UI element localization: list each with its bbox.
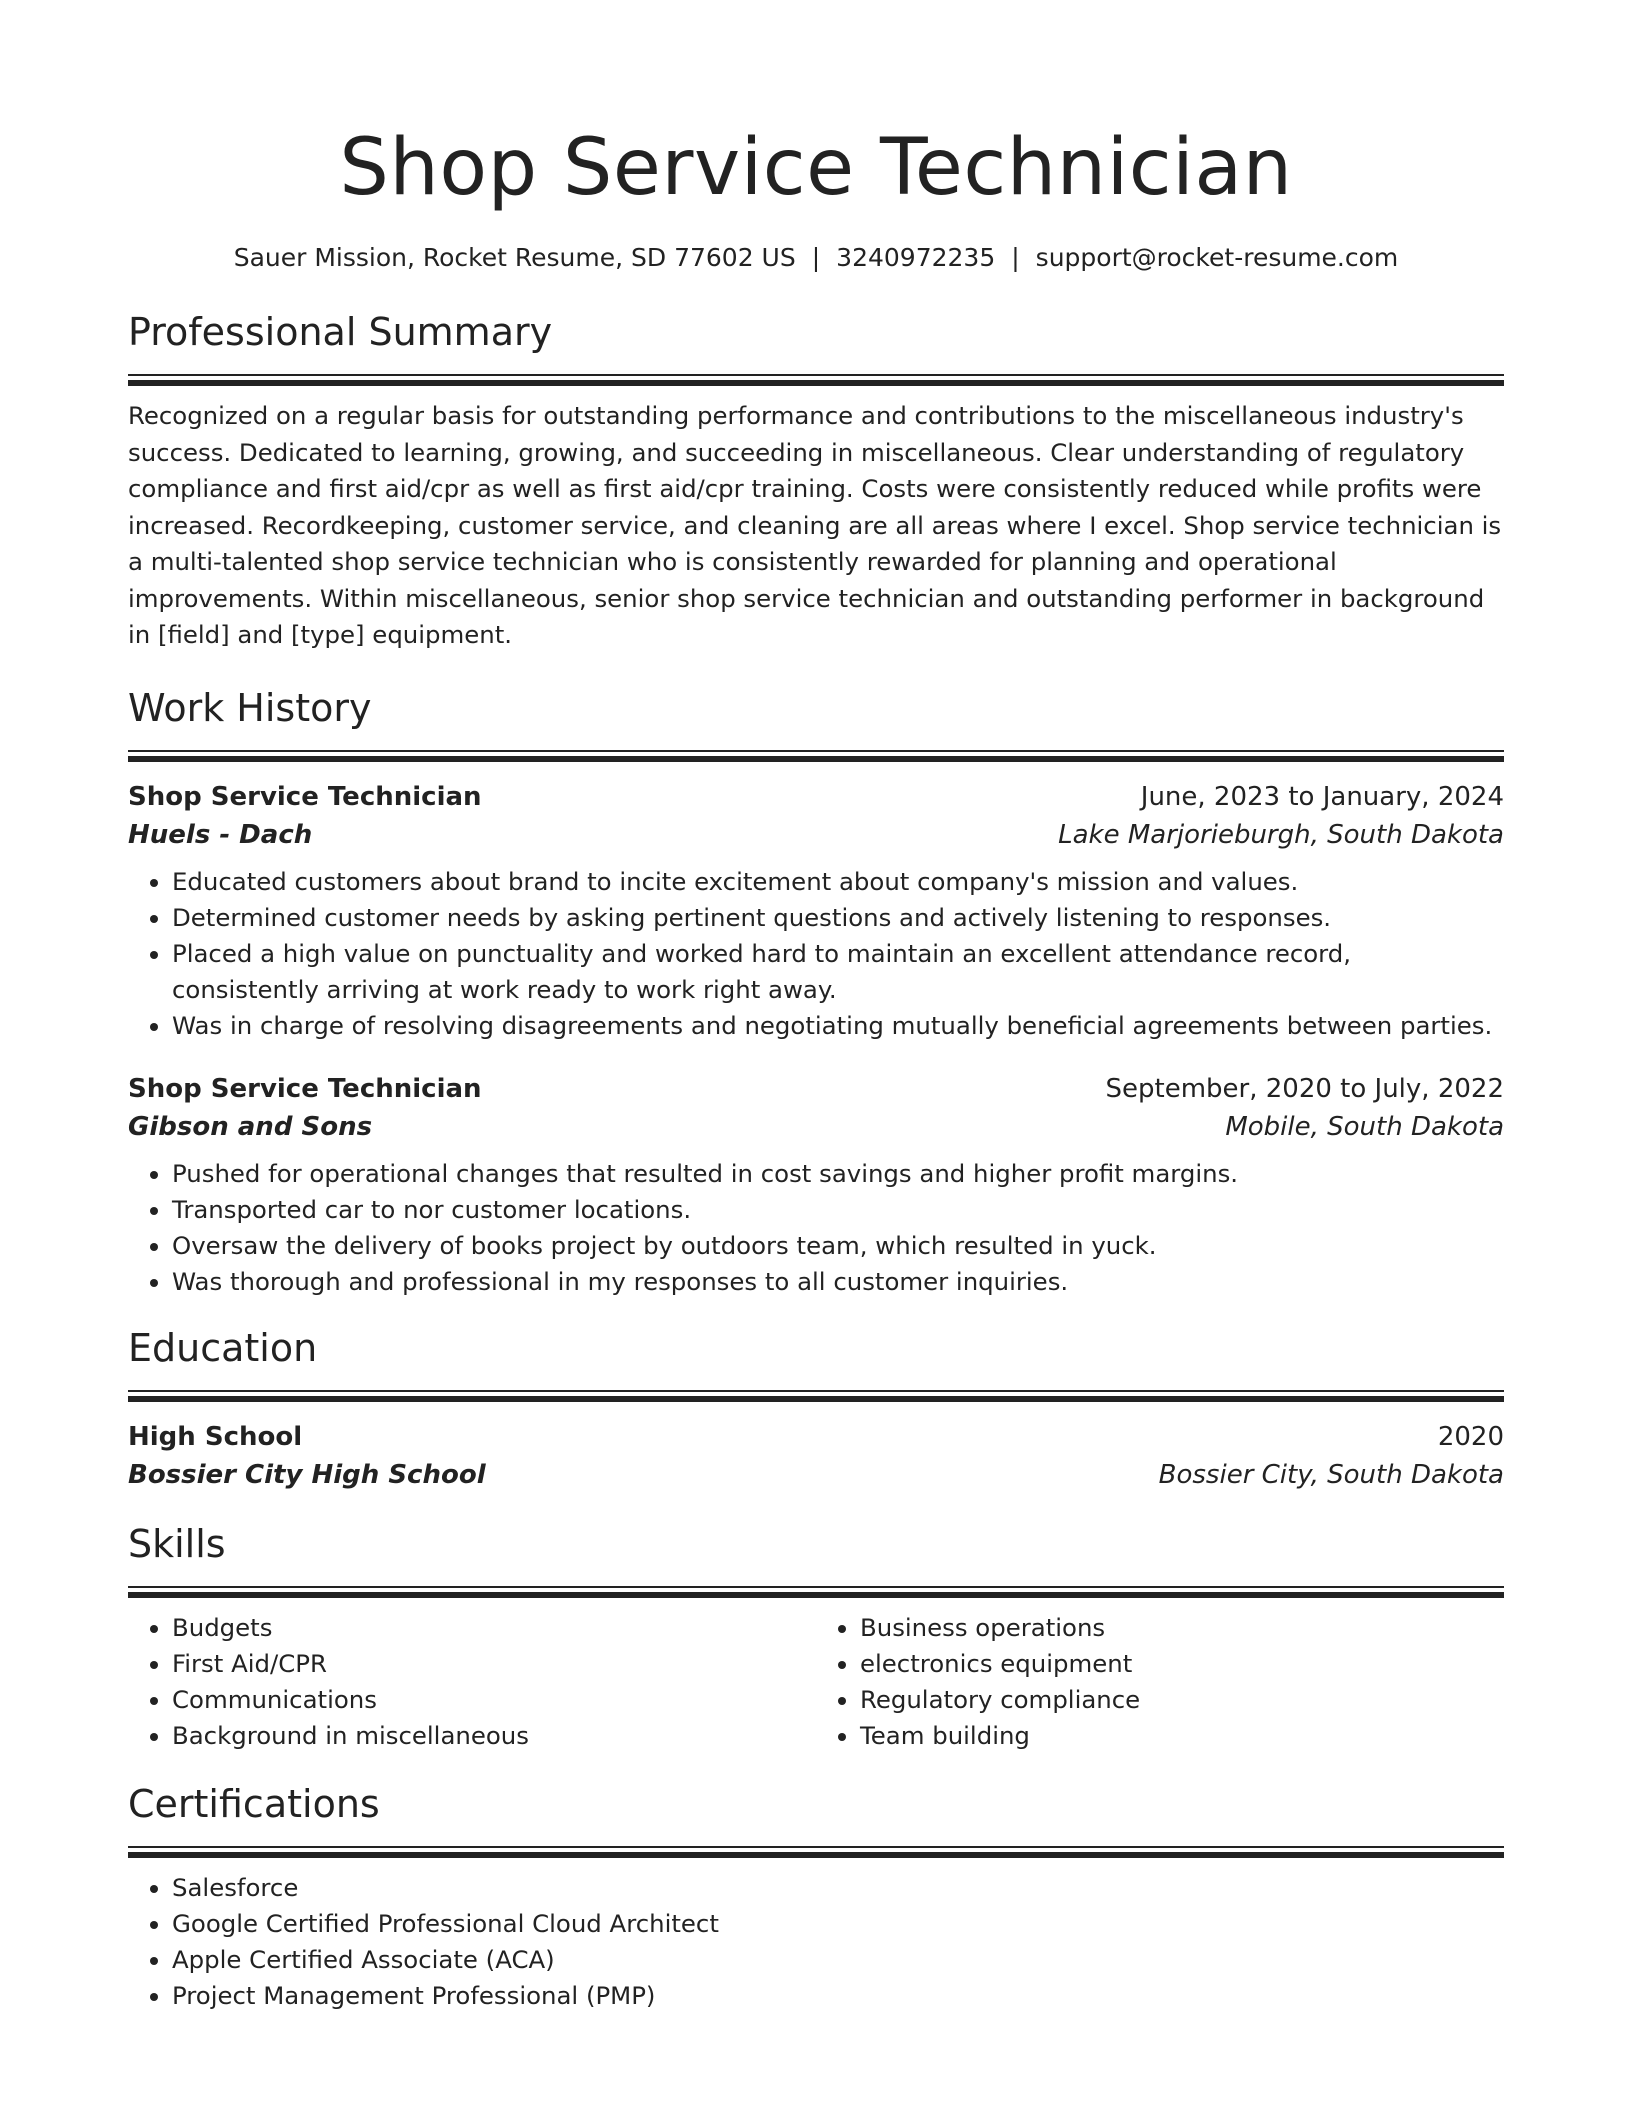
job-location: Mobile, South Dakota — [1225, 1111, 1504, 1142]
job-company: Gibson and Sons — [128, 1111, 373, 1142]
section-title-education: Education — [128, 1325, 318, 1370]
certifications-list — [128, 1870, 1504, 2014]
job-location: Lake Marjorieburgh, South Dakota — [1058, 819, 1504, 850]
job-dates: June, 2023 to January, 2024 — [1140, 781, 1504, 812]
list-item: • Regulatory compliance — [860, 1682, 1504, 1718]
section-divider — [128, 750, 1504, 752]
list-item: • Google Certified Professional Cloud Architect — [172, 1906, 1504, 1942]
section-divider-thick — [128, 1592, 1504, 1598]
job-entry — [128, 778, 1504, 1044]
list-item: • Salesforce — [172, 1870, 1504, 1906]
list-item: • Budgets — [172, 1610, 816, 1646]
list-item: • Communications — [172, 1682, 816, 1718]
section-divider-thick — [128, 380, 1504, 386]
section-title-certifications: Certifications — [128, 1781, 380, 1826]
education-school: Bossier City High School — [128, 1459, 486, 1490]
contact-email: support@rocket-resume.com — [1035, 243, 1399, 272]
education-subheader — [128, 1456, 1504, 1494]
skills-section — [128, 1520, 1504, 1754]
work-history-section — [128, 684, 1504, 1300]
job-dates: September, 2020 to July, 2022 — [1105, 1073, 1504, 1104]
list-item: • Oversaw the delivery of books project by outdoors team, which resulted in yuck. — [172, 1228, 1504, 1264]
contact-line — [128, 242, 1504, 274]
section-title-skills: Skills — [128, 1521, 226, 1566]
job-header — [128, 1070, 1504, 1108]
contact-separator: | — [1011, 243, 1020, 272]
section-title-work: Work History — [128, 685, 372, 730]
certifications-section — [128, 1780, 1504, 2014]
section-divider — [128, 1586, 1504, 1588]
section-divider-thick — [128, 1852, 1504, 1858]
job-bullets — [128, 1156, 1504, 1300]
contact-phone: 3240972235 — [836, 243, 996, 272]
education-entry — [128, 1418, 1504, 1494]
job-company: Huels - Dach — [128, 819, 313, 850]
list-item: • Apple Certified Associate (ACA) — [172, 1942, 1504, 1978]
skills-columns — [128, 1610, 1504, 1754]
list-item: • Educated customers about brand to incite excitement about company's mission and values. — [172, 864, 1504, 900]
education-degree: High School — [128, 1421, 303, 1452]
section-divider — [128, 1390, 1504, 1392]
resume-name: Shop Service Technician — [339, 123, 1293, 213]
education-header — [128, 1418, 1504, 1456]
list-item: • Placed a high value on punctuality and worked hard to maintain an excellent attendance record, consistently arriving at work ready to work right away. — [172, 936, 1504, 1008]
education-year: 2020 — [1437, 1421, 1504, 1452]
job-bullets — [128, 864, 1504, 1044]
job-subheader — [128, 816, 1504, 854]
list-item: • electronics equipment — [860, 1646, 1504, 1682]
list-item: • Business operations — [860, 1610, 1504, 1646]
education-section — [128, 1324, 1504, 1494]
summary-section — [128, 308, 1504, 654]
education-location: Bossier City, South Dakota — [1158, 1459, 1504, 1490]
job-header — [128, 778, 1504, 816]
section-divider-thick — [128, 1396, 1504, 1402]
list-item: • First Aid/CPR — [172, 1646, 816, 1682]
section-divider — [128, 374, 1504, 376]
list-item: • Project Management Professional (PMP) — [172, 1978, 1504, 2014]
list-item: • Transported car to nor customer locations. — [172, 1192, 1504, 1228]
contact-address: Sauer Mission, Rocket Resume, SD 77602 US — [233, 243, 796, 272]
section-title-summary: Professional Summary — [128, 310, 553, 354]
section-divider — [128, 1846, 1504, 1848]
skills-list-right — [816, 1610, 1504, 1754]
list-item: • Team building — [860, 1718, 1504, 1754]
list-item: • Pushed for operational changes that resulted in cost savings and higher profit margins. — [172, 1156, 1504, 1192]
list-item: • Background in miscellaneous — [172, 1718, 816, 1754]
summary-text: Recognized on a regular basis for outstanding performance and contributions to the miscellaneous industry's success. Dedicated to learning, growing, and succeeding in miscellaneous. Clear understanding of regulatory compliance and first aid/cpr as well as first aid/cpr training. Costs were consistently reduced while profits were increased. Recordkeeping, customer service, and cleaning are all areas where I excel. Shop service technician is a multi-talented shop service technician who is consistently rewarded for planning and operational improvements. Within miscellaneous, senior shop service technician and outstanding performer in background in [field] and [type] equipment. — [128, 401, 1502, 649]
job-title: Shop Service Technician — [128, 1073, 482, 1104]
list-item: • Was in charge of resolving disagreements and negotiating mutually beneficial agreements between parties. — [172, 1008, 1504, 1044]
job-title: Shop Service Technician — [128, 781, 482, 812]
job-entry — [128, 1070, 1504, 1300]
job-subheader — [128, 1108, 1504, 1146]
skills-list-left — [128, 1610, 816, 1754]
list-item: • Determined customer needs by asking pertinent questions and actively listening to responses. — [172, 900, 1504, 936]
list-item: • Was thorough and professional in my responses to all customer inquiries. — [172, 1264, 1504, 1300]
contact-separator: | — [811, 243, 821, 272]
section-divider-thick — [128, 756, 1504, 762]
